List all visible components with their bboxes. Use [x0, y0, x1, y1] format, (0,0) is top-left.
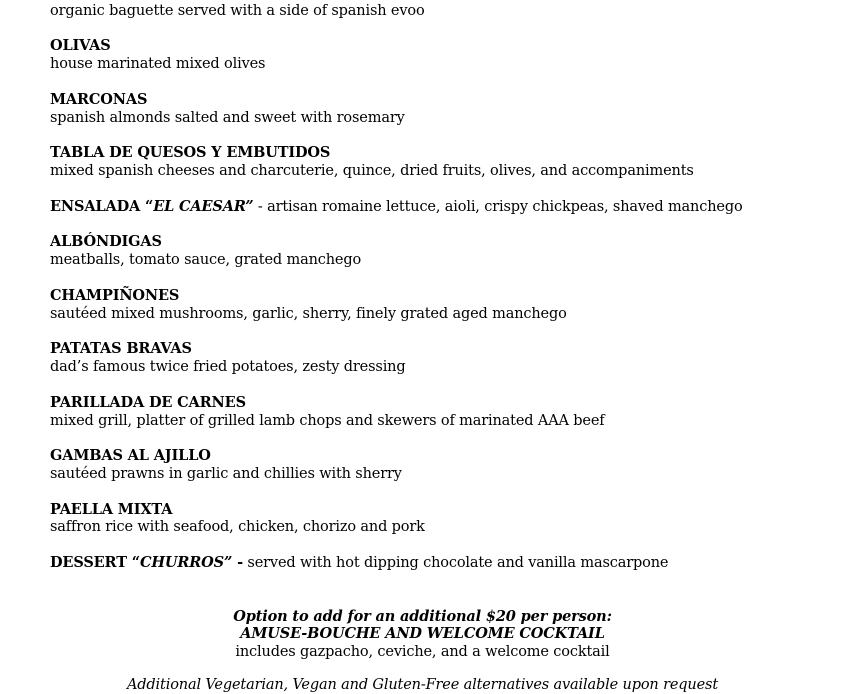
dessert-prefix: DESSERT “ [50, 554, 140, 571]
item-name-olivas: OLIVAS [50, 37, 111, 54]
item-description-marconas: spanish almonds salted and sweet with rosemary [50, 110, 405, 126]
ensalada-description: - artisan romaine lettuce, aioli, crispy chickpeas, shaved manchego [253, 199, 743, 215]
ensalada-italic-name: EL CAESAR” [153, 198, 254, 215]
ensalada-line [50, 198, 743, 216]
dessert-description: served with hot dipping chocolate and vanilla mascarpone [242, 555, 669, 571]
item-name-marconas: MARCONAS [50, 91, 148, 108]
item-name-paella: PAELLA MIXTA [50, 501, 173, 518]
item-description-champinones: sautéed mixed mushrooms, garlic, sherry, finely grated aged manchego [50, 306, 567, 322]
addon-description: includes gazpacho, ceviche, and a welcome cocktail [235, 644, 610, 660]
item-description-gambas: sautéed prawns in garlic and chillies with sherry [50, 466, 402, 482]
item-description-paella: saffron rice with seafood, chicken, chorizo and pork [50, 519, 425, 535]
dietary-note-cut: Additional Vegetarian, Vegan and Gluten-Free alternatives available upon request [126, 677, 719, 693]
ensalada-prefix: ENSALADA “ [50, 198, 154, 215]
dessert-line [50, 554, 668, 572]
item-name-champinones: CHAMPIÑONES [50, 287, 180, 304]
pan-description: organic baguette served with a side of spanish evoo [50, 3, 425, 19]
addon-title: AMUSE-BOUCHE AND WELCOME COCKTAIL [240, 625, 605, 642]
item-description-parillada: mixed grill, platter of grilled lamb chops and skewers of marinated AAA beef [50, 413, 605, 429]
item-name-gambas: GAMBAS AL AJILLO [50, 447, 211, 464]
item-description-patatas-bravas: dad’s famous twice fried potatoes, zesty dressing [50, 359, 406, 375]
item-description-olivas: house marinated mixed olives [50, 56, 266, 72]
dessert-italic-name: CHURROS” [139, 554, 233, 571]
item-description-tabla: mixed spanish cheeses and charcuterie, quince, dried fruits, olives, and accompaniments [50, 163, 694, 179]
item-name-patatas-bravas: PATATAS BRAVAS [50, 340, 192, 357]
addon-heading: Option to add for an additional $20 per person: [233, 608, 612, 625]
item-description-albondigas: meatballs, tomato sauce, grated manchego [50, 252, 362, 268]
item-name-tabla: TABLA DE QUESOS Y EMBUTIDOS [50, 144, 331, 161]
item-name-parillada: PARILLADA DE CARNES [50, 394, 246, 411]
dessert-dash: - [232, 554, 243, 571]
item-name-albondigas: ALBÓNDIGAS [50, 233, 162, 250]
